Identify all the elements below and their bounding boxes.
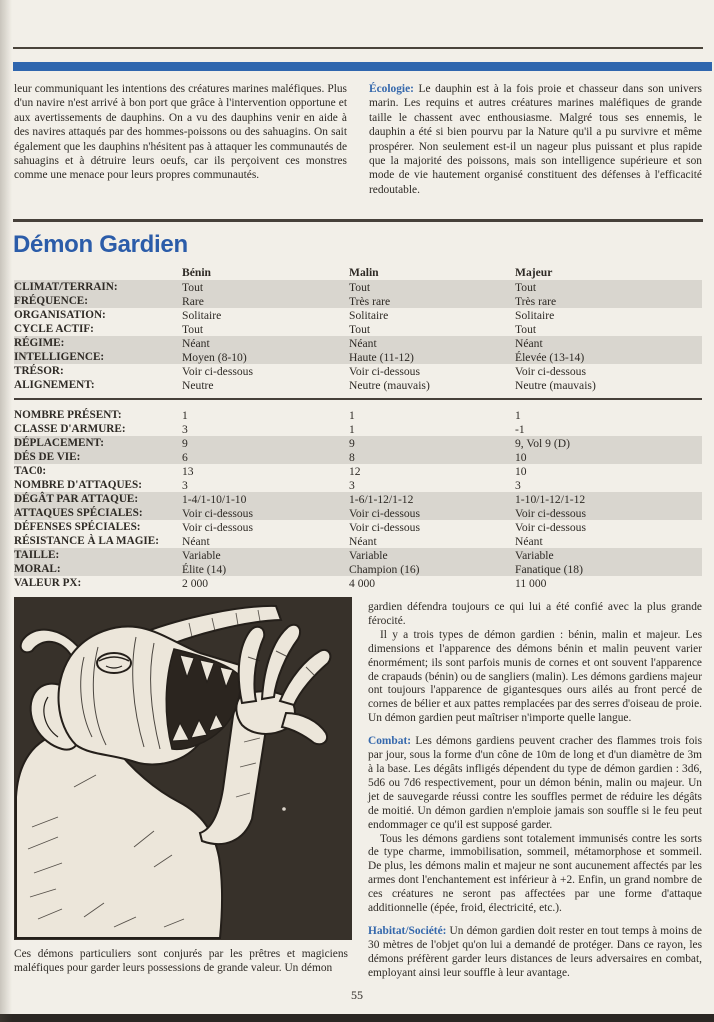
stat-value: Haute (11-12) — [349, 350, 414, 364]
stat-value: 8 — [349, 450, 355, 464]
stat-row — [14, 350, 702, 364]
intro-right-paragraph — [369, 82, 702, 197]
stat-row — [14, 280, 702, 294]
body-paragraph: Combat: Les démons gardiens peuvent cracher des flammes trois fois par jour, sous la forme d'un cône de 10m de long et d'un diamètre de 3m à la base. Les dégâts infligés dépendent du type de démon gardien : 3d6, 5d6 ou 7d6 respectivement, pour un démon bénin, malin ou majeur. Un jet de sauvegarde réussi contre les souffles permet de réduire les dégâts de moitié. Un démon gardien n'emploie jamais son souffle si le feu peut endommager ce qu'il est supposé garder. — [368, 735, 702, 831]
stat-value: 9 — [349, 436, 355, 450]
stat-value: 9, Vol 9 (D) — [515, 436, 570, 450]
stat-table-header — [14, 264, 702, 280]
stat-value: Voir ci-dessous — [515, 520, 586, 534]
stat-value: 1-4/1-10/1-10 — [182, 492, 247, 506]
stat-column-majeur: Majeur — [515, 265, 553, 279]
stat-value: 1 — [349, 422, 355, 436]
stat-table-section-2 — [14, 408, 702, 590]
stat-value: Tout — [182, 322, 204, 336]
stat-value: Solitaire — [182, 308, 222, 322]
stat-row — [14, 464, 702, 478]
stat-value: 3 — [182, 478, 188, 492]
stat-value: Très rare — [349, 294, 391, 308]
stat-value: Voir ci-dessous — [515, 364, 586, 378]
stat-label: DÉPLACEMENT: — [14, 437, 104, 449]
stat-row — [14, 492, 702, 506]
section-label: Combat: — [368, 735, 412, 748]
section-divider-rule — [13, 219, 703, 222]
stat-row — [14, 534, 702, 548]
stat-value: Tout — [349, 322, 371, 336]
stat-label: TAC0: — [14, 465, 47, 477]
stat-row — [14, 478, 702, 492]
body-paragraph: Habitat/Société: Un démon gardien doit rester en tout temps à moins de 30 mètres de l'objet qu'on lui a demandé de protéger. Dans ce rayon, les démons préfèrent garder leurs distances de leurs adversaires en combat, employant ainsi leur souffle à leur avantage. — [368, 924, 702, 979]
stat-row — [14, 562, 702, 576]
stat-label: NOMBRE PRÉSENT: — [14, 409, 122, 421]
stat-value: Tout — [349, 280, 371, 294]
stat-label: TAILLE: — [14, 549, 60, 561]
stat-label: DÉFENSES SPÉCIALES: — [14, 521, 141, 533]
illustration-caption: Ces démons particuliers sont conjurés par les prêtres et magiciens maléfiques pour garder leurs possessions de grande valeur. Un démon — [14, 948, 348, 975]
stat-value: Tout — [515, 280, 537, 294]
ecologie-label: Écologie: — [369, 83, 414, 95]
stat-label: CLASSE D'ARMURE: — [14, 423, 126, 435]
page-number: 55 — [351, 988, 363, 1002]
stat-row — [14, 450, 702, 464]
stat-value: Tout — [182, 280, 204, 294]
stat-value: Voir ci-dessous — [182, 520, 253, 534]
stat-label: NOMBRE D'ATTAQUES: — [14, 479, 142, 491]
stat-value: Néant — [515, 534, 543, 548]
stat-value: Champion (16) — [349, 562, 420, 576]
intro-columns — [14, 82, 702, 197]
stat-value: Rare — [182, 294, 204, 308]
stat-value: Solitaire — [349, 308, 389, 322]
stat-value: 3 — [515, 478, 521, 492]
stat-row — [14, 520, 702, 534]
page-title: Démon Gardien — [13, 231, 188, 258]
stat-row — [14, 436, 702, 450]
body-column — [368, 601, 702, 981]
stat-label: RÉGIME: — [14, 337, 65, 349]
stat-value: 13 — [182, 464, 194, 478]
stat-label: DÉS DE VIE: — [14, 451, 81, 463]
stat-value: Néant — [349, 534, 377, 548]
stat-value: 3 — [182, 422, 188, 436]
stat-value: Voir ci-dessous — [349, 364, 420, 378]
stat-value: 3 — [349, 478, 355, 492]
stat-column-benin: Bénin — [182, 265, 211, 279]
stat-value: 9 — [182, 436, 188, 450]
stat-value: Variable — [349, 548, 388, 562]
top-blue-bar — [13, 62, 712, 71]
stat-value: Moyen (8-10) — [182, 350, 247, 364]
stat-value: Variable — [515, 548, 554, 562]
stat-value: Élevée (13-14) — [515, 350, 585, 364]
demon-drawing-icon — [14, 597, 352, 940]
stat-value: Voir ci-dessous — [182, 364, 253, 378]
stat-label: ATTAQUES SPÉCIALES: — [14, 507, 143, 519]
stat-value: Néant — [182, 534, 210, 548]
body-paragraph: Tous les démons gardiens sont totalement immunisés contre les sorts de type charme, immobilisation, sommeil, métamorphose et sommeil. De plus, les démons malin et majeur ne sont aucunement affectés par les armes dont l'enchantement est inférieur à +2. Enfin, un grand nombre de ces créatures ne seront pas affectées par une forme d'attaque additionnelle (épée, froid, électricité, etc.). — [368, 832, 702, 915]
stat-value: Élite (14) — [182, 562, 227, 576]
stat-label: CYCLE ACTIF: — [14, 323, 94, 335]
stat-value: Fanatique (18) — [515, 562, 583, 576]
stat-row — [14, 378, 702, 392]
stat-row — [14, 408, 702, 422]
stat-value: 6 — [182, 450, 188, 464]
stat-row — [14, 308, 702, 322]
stat-row — [14, 576, 702, 590]
stat-value: 1 — [182, 408, 188, 422]
stat-label: TRÉSOR: — [14, 365, 64, 377]
stat-value: 12 — [349, 464, 361, 478]
stat-value: 11 000 — [515, 576, 547, 590]
stat-value: 10 — [515, 464, 527, 478]
stat-value: 1-6/1-12/1-12 — [349, 492, 414, 506]
stat-value: -1 — [515, 422, 525, 436]
top-rule — [13, 47, 703, 49]
stat-value: 4 000 — [349, 576, 376, 590]
ecologie-text: Le dauphin est à la fois proie et chasseur dans son univers marin. Les requins et autres créatures marines maléfiques de grande taille le chassent avec enthousiasme. Malgré tous ses ennemis, le dauphin a été si bien pourvu par la Nature qu'il a pu survivre et même prospérer. Non seulement est-il un nageur plus puissant et plus rapide que la majorité des poissons, mais son intelligence supérieure et son mode de vie hautement organisé constituent des défenses à l'efficacité redoutable. — [369, 83, 702, 196]
body-paragraph: gardien défendra toujours ce qui lui a été confié avec la plus grande férocité. — [368, 601, 702, 627]
bottom-bar — [0, 1014, 714, 1022]
stat-value: Voir ci-dessous — [349, 506, 420, 520]
stat-value: 2 000 — [182, 576, 209, 590]
stat-column-malin: Malin — [349, 265, 379, 279]
stat-table-section-1 — [14, 280, 702, 392]
stat-value: Voir ci-dessous — [349, 520, 420, 534]
stat-row — [14, 294, 702, 308]
stat-value: Variable — [182, 548, 221, 562]
stat-value: Solitaire — [515, 308, 555, 322]
stat-value: Néant — [182, 336, 210, 350]
demon-illustration — [14, 597, 352, 940]
stat-value: Néant — [515, 336, 543, 350]
stat-label: VALEUR PX: — [14, 577, 82, 589]
stat-value: Neutre (mauvais) — [349, 378, 430, 392]
stat-row — [14, 548, 702, 562]
stat-value: 1-10/1-12/1-12 — [515, 492, 586, 506]
stat-row — [14, 336, 702, 350]
stat-value: Très rare — [515, 294, 557, 308]
stat-label: RÉSISTANCE À LA MAGIE: — [14, 535, 159, 547]
stat-value: Tout — [515, 322, 537, 336]
stat-label: ALIGNEMENT: — [14, 379, 95, 391]
stat-value: Voir ci-dessous — [182, 506, 253, 520]
stat-table — [14, 264, 702, 590]
stat-label: CLIMAT/TERRAIN: — [14, 281, 118, 293]
stat-label: DÉGÂT PAR ATTAQUE: — [14, 493, 139, 505]
body-paragraph: Il y a trois types de démon gardien : bénin, malin et majeur. Les dimensions et l'apparence des démons bénin et malin peuvent varier énormément; ils sont parfois munis de cornes et ont souvent l'apparence de crapauds (bénin) ou de sangliers (malin). Les démons gardiens majeur ont toujours l'apparence de gigantesques ours ailés au front percé de cornes de bélier et aux pattes remplacées par des serres d'oiseau de proie. Un démon gardien peut maîtriser n'importe quelle langue. — [368, 628, 702, 725]
section-label: Habitat/Société: — [368, 924, 447, 937]
stat-value: Voir ci-dessous — [515, 506, 586, 520]
stat-label: MORAL: — [14, 563, 61, 575]
stat-value: 1 — [515, 408, 521, 422]
stat-value: Neutre (mauvais) — [515, 378, 596, 392]
stat-value: 10 — [515, 450, 527, 464]
stat-value: 1 — [349, 408, 355, 422]
stat-row — [14, 364, 702, 378]
stat-value: Neutre — [182, 378, 214, 392]
stat-label: INTELLIGENCE: — [14, 351, 105, 363]
stat-value: Néant — [349, 336, 377, 350]
stat-row — [14, 322, 702, 336]
stat-row — [14, 422, 702, 436]
stat-label: ORGANISATION: — [14, 309, 106, 321]
stat-table-rule — [14, 398, 702, 400]
intro-left-paragraph: leur communiquant les intentions des créatures marines maléfiques. Plus d'un navire n'est arrivé à bon port que grâce à l'intervention opportune et aux avertissements de dauphins. On a vu des dauphins venir en aide à des navires attaqués par des hommes-poissons ou des sahuagins. On sait également que les dauphins n'hésitent pas à attaquer les communautés de sahuagins et à détruire leurs oeufs, car ils perçoivent ces monstres comme une menace pour leurs propres communautés. — [14, 83, 347, 182]
stat-row — [14, 506, 702, 520]
stat-label: FRÉQUENCE: — [14, 295, 88, 307]
